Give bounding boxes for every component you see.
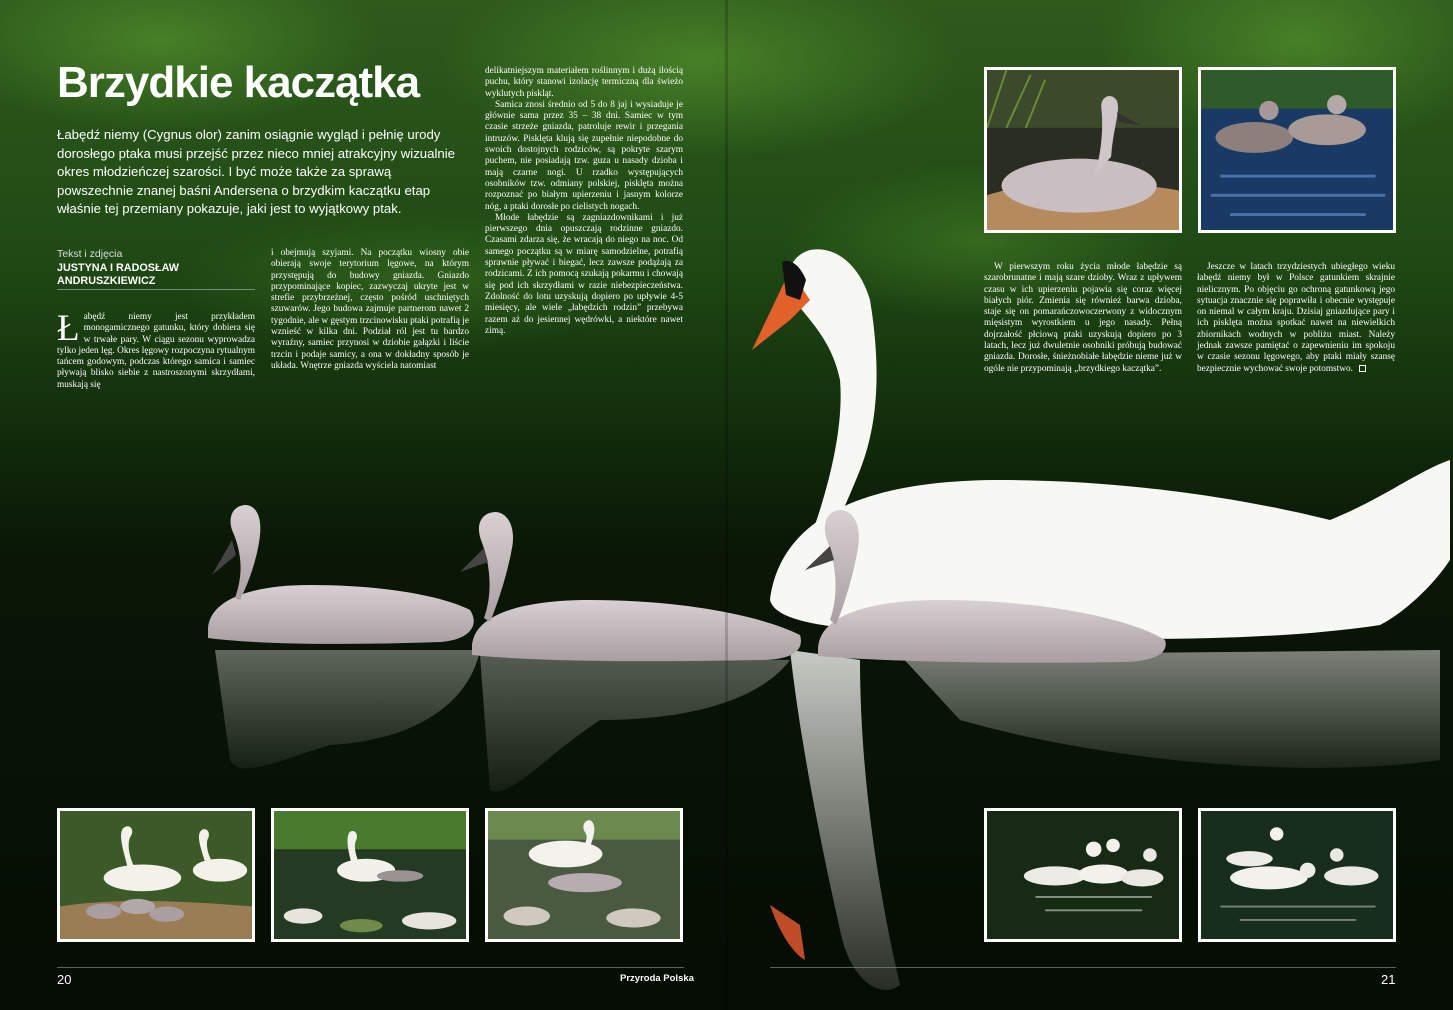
end-mark-icon xyxy=(1359,365,1366,372)
text-column-5 xyxy=(1197,262,1395,375)
credit-divider xyxy=(57,289,255,290)
footer-rule-left xyxy=(57,967,684,968)
paragraph: Samica znosi średnio od 5 do 8 jaj i wysiaduje je głównie sama przez 35 – 38 dni. Samiec w tym czasie strzeże gniazda, patroluje rewir i przegania intruzów. Pisklęta klują się zupełnie niepodobne do swoich dostojnych rodziców, są pokryte szarym puchem, nie posiadają tzw. guza u nasady dzioba i mają czarne nogi. U rzadko występujących osobników tzw. odmiany polskiej, pisklęta można rozpoznać po białym upierzeniu i jasnym kolorze nóg, a ptaki dorosłe po cielistych nogach. xyxy=(485,99,683,212)
photo-white-cygnets-group xyxy=(1198,808,1396,942)
paragraph: W pierwszym roku życia młode łabędzie są szarobrunatne i mają szare dzioby. Wraz z upływem czasu w ich upierzeniu pojawia się coraz więcej białych piór. Zmienia się również barwa dzioba, staje się on pomarańczowoczerwony z widocznym mięsistym wyrostkiem u jego nasady. Pełną dojrzałość płciową ptaki uzyskują dopiero po 3 latach, lecz już dwuletnie osobniki próbują budować gniazda. Dorosłe, śnieżnobiałe łabędzie nieme już w ogóle nie przypominają „brzydkiego kaczątka”. xyxy=(984,262,1182,374)
paragraph: i obejmują szyjami. Na początku wiosny obie obierają swoje terytorium lęgowe, na którym przystępują do budowy gniazda. Gniazdo przypominające kopiec, zazwyczaj ukryte jest w strefie przybrzeżnej, często pośród uschniętych szuwarów. Jego budowa zajmuje partnerom nawet 2 tygodnie, ale w gęstym trzcinowisku ptaki potrafią je wznieść w kilka dni. Podział ról jest tu bardzo wyraźny, samiec przynosi w dziobie gałązki i liście trzcin i podaje samicy, a ona w dokładny sposób je układa. Wnętrze gniazda wyściela natomiast xyxy=(271,248,469,371)
article-lead: Łabędź niemy (Cygnus olor) zanim osiągnie wygląd i pełnię urody dorosłego ptaka musi przejść przez nieco mniej atrakcyjny wizualnie okres młodzieńczej szarości. I być może także za sprawą powszechnie znanej baśni Andersena o brzydkim kaczątku etap właśnie tej przemiany pokazuje, jaki jest to wyjątkowy ptak. xyxy=(57,127,456,217)
photo-cygnets-swimming xyxy=(1198,67,1396,233)
drop-cap: Ł xyxy=(57,308,80,349)
paragraph xyxy=(1197,262,1395,375)
article-title: Brzydkie kaczątka xyxy=(57,58,420,107)
photo-swan-on-nest-with-cygnets xyxy=(485,808,683,942)
paragraph-text: Jeszcze w latach trzydziestych ubiegłego wieku łabędź niemy był w Polsce gatunkiem skrajnie nielicznym. Po objęciu go ochroną gatunkową jego sytuacja znacznie się poprawiła i obecnie występuje on niemal w całym kraju. Dzisiaj gniazdujące pary i ich pisklęta można spotkać nawet na niewielkich zbiornikach wodnych w pobliżu miast. Należy jednak zawsze pamiętać o zapewnieniu im spokoju w czasie sezonu lęgowego, aby ptaki miały szansę bezpiecznie wychować swoje potomstwo. xyxy=(1197,262,1395,374)
credit-label: Tekst i zdjęcia xyxy=(57,248,123,260)
text-column-4 xyxy=(984,262,1182,375)
paragraph: delikatniejszym materiałem roślinnym i dużą ilością puchu, który stanowi izolację termiczną dla świeżo wyklutych piskląt. xyxy=(485,66,683,99)
paragraph: Młode łabędzie są zagniazdownikami i już pierwszego dnia opuszczają rodzinne gniazdo. Czasami zdarza się, że wracają do niego na noc. Od samego początku są w miarę samodzielne, potrafią sprawnie pływać i biegać, lecz zawsze podążają za rodzicami. Z ich pomocą szukają pokarmu i chowają się pod ich skrzydłami w razie niebezpieczeństwa. Zdolność do lotu uzyskują dopiero po upływie 4-5 miesięcy, ale wiele „łabędzich rodzin” przebywa razem aż do jesiennej wędrówki, a niektóre nawet zimą. xyxy=(485,212,683,336)
credit-authors: JUSTYNA I RADOSŁAW ANDRUSZKIEWICZ xyxy=(57,262,179,287)
photo-cygnet-on-nest xyxy=(984,67,1182,233)
footer-rule-right xyxy=(770,967,1396,968)
photo-swan-in-reeds xyxy=(271,808,469,942)
text-column-1 xyxy=(57,308,255,391)
page-number-right: 21 xyxy=(1381,972,1396,987)
page-number-left: 20 xyxy=(57,972,72,987)
magazine-name: Przyroda Polska xyxy=(620,973,694,984)
text-column-3 xyxy=(485,66,683,337)
photo-three-white-cygnets xyxy=(984,808,1182,942)
paragraph: abędź niemy jest przykładem monogamicznego gatunku, który dobiera się w trwałe pary. W ciągu sezonu wyprowadza tylko jeden lęg. Okres lęgowy rozpoczyna rytualnym tańcem godowym, podczas którego samica i samiec pływają blisko siebie z nastroszonymi skrzydłami, muskają się xyxy=(57,312,255,390)
text-column-2 xyxy=(271,248,469,372)
photo-swan-pair-with-cygnets xyxy=(57,808,255,942)
